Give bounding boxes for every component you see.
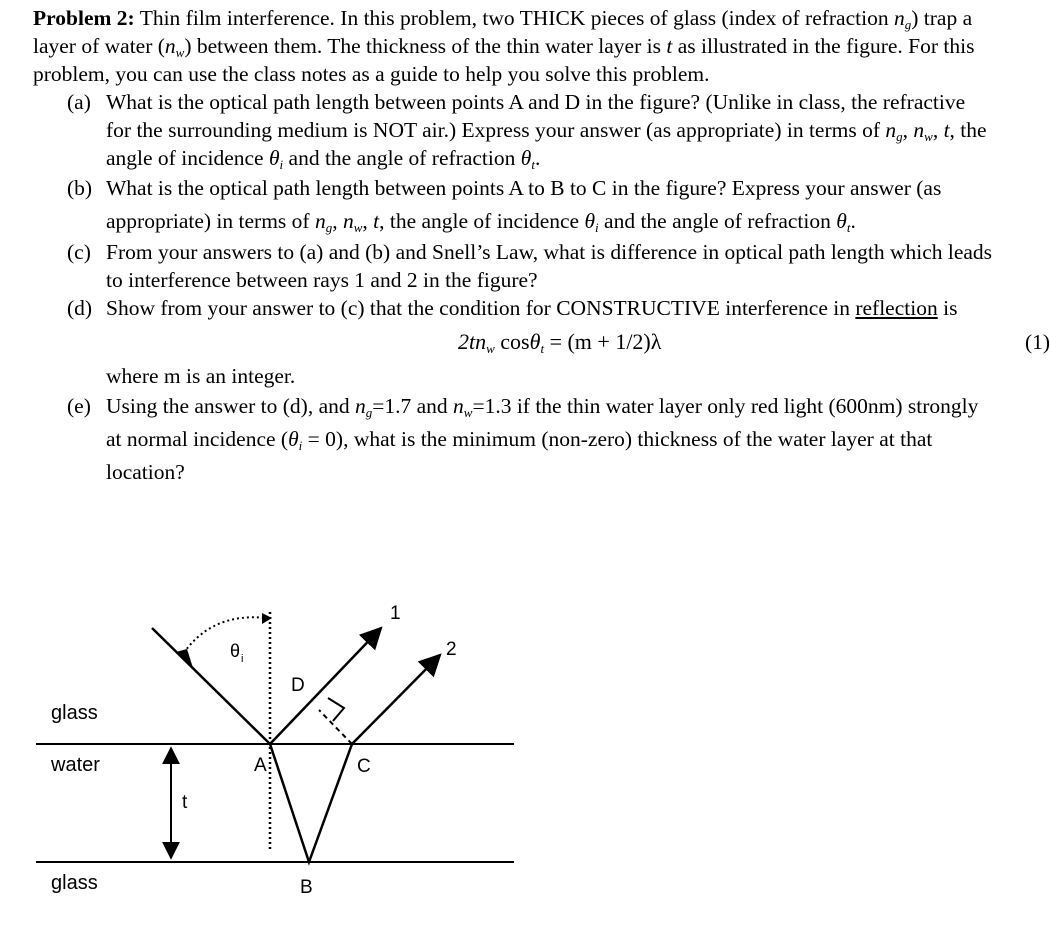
incident-ray (152, 628, 270, 744)
label-C: C (357, 756, 371, 777)
label-ray-1: 1 (390, 603, 401, 624)
label-theta-sub: i (241, 653, 244, 665)
label-glass-top: glass (51, 702, 98, 724)
eq-sub-w: w (486, 341, 495, 356)
part-b-text-3: and the angle of refraction (598, 209, 837, 233)
part-c-text: From your answers to (a) and (b) and Snell’s Law, what is difference in optical path length which leads to interference between rays 1 and 2 in the figure? (106, 240, 993, 292)
e-var-ng: n (354, 394, 366, 418)
b-sub-w: w (353, 220, 363, 235)
intro-text-1: Thin film interference. In this problem, two THICK pieces of glass (index of refraction (134, 6, 894, 30)
part-d-text-1: Show from your answer to (c) that the condition for CONSTRUCTIVE interference in (106, 296, 856, 320)
eq-sub-t: t (540, 341, 545, 356)
label-water: water (51, 754, 100, 776)
part-b-text-2: , the angle of incidence (379, 209, 585, 233)
eq-theta: θ (529, 329, 541, 354)
part-e-theta-zero: = 0 (302, 427, 336, 451)
e-sub-i: i (298, 438, 303, 453)
a-var-t: t (943, 118, 950, 142)
equation-number: (1) (1025, 330, 1050, 354)
var-ng: n (893, 6, 905, 30)
intro-text-2: ) trap a layer of water ( (33, 6, 973, 58)
part-a-text-3: and the angle of refraction (283, 146, 521, 170)
e-theta-i: θ (288, 427, 299, 451)
part-a-text-4: . (534, 146, 541, 170)
b-sub-t: t (846, 220, 851, 235)
angle-arc (181, 617, 266, 657)
a-sub-i: i (279, 157, 284, 172)
a-var-ng: n (885, 118, 897, 142)
equation (458, 328, 661, 356)
b-var-nw: n (342, 209, 354, 233)
label-D: D (291, 675, 305, 696)
part-d-underlined: reflection (855, 296, 938, 320)
part-a (33, 88, 993, 172)
part-e-nw-val: =1.3 if the thin water layer only red light (600nm) strongly at normal incidence ( (106, 394, 979, 451)
ray-1-line (270, 628, 381, 744)
e-sub-g: g (365, 405, 373, 420)
part-e-label: (e) (67, 394, 91, 418)
label-t: t (182, 792, 188, 813)
var-t: t (666, 34, 673, 58)
part-e-ng-val: =1.7 and (372, 394, 454, 418)
problem-document (33, 4, 1050, 489)
part-e (33, 390, 993, 489)
equation-row (106, 322, 1050, 362)
perpendicular-dashed-line (319, 710, 352, 744)
problem-intro (33, 4, 993, 88)
thin-film-figure (0, 590, 560, 910)
b-var-ng: n (314, 209, 326, 233)
b-sub-i: i (595, 220, 599, 235)
part-b-text-4: . (850, 209, 856, 233)
b-theta-i: θ (584, 209, 596, 233)
eq-rhs: = (m + 1/2)λ (544, 329, 662, 354)
e-var-nw: n (453, 394, 464, 418)
part-d-after-eq: where m is an integer. (106, 364, 296, 388)
label-A: A (254, 755, 267, 776)
right-angle-marker (328, 698, 344, 721)
parts-list (33, 88, 1050, 489)
label-ray-2: 2 (446, 639, 457, 660)
b-sub-g: g (325, 220, 333, 235)
part-d-label: (d) (67, 296, 93, 320)
part-c (33, 238, 993, 294)
a-theta-t: θ (520, 146, 532, 170)
e-sub-w: w (463, 405, 473, 420)
intro-text-3: ) between them. The thickness of the thin water layer is (184, 34, 667, 58)
part-b-text-1: What is the optical path length between points A to B to C in the figure? Express your answer (as appropriate) in terms of (106, 176, 942, 233)
eq-cos: cos (494, 329, 530, 354)
sub-w: w (175, 45, 185, 60)
part-d (33, 294, 1050, 390)
refracted-path (270, 744, 352, 862)
intro-text-4: as illustrated in the figure. For this problem, you can use the class notes as a guide to help you solve this problem. (33, 34, 975, 86)
part-d-text-2: is (937, 296, 958, 320)
a-sub-g: g (896, 129, 903, 144)
label-glass-bottom: glass (51, 872, 98, 894)
var-nw: n (164, 34, 176, 58)
a-sub-w: w (924, 129, 933, 144)
b-comma-2: , (362, 209, 374, 233)
part-e-text-2: ), what is the minimum (non-zero) thickness of the water layer at that location? (106, 427, 933, 484)
part-c-label: (c) (67, 240, 91, 264)
b-var-t: t (373, 209, 380, 233)
eq-lhs: 2tn (458, 329, 487, 354)
a-comma-2: , (932, 118, 944, 142)
sub-g: g (904, 17, 912, 32)
a-theta-i: θ (268, 146, 280, 170)
part-e-text-1: Using the answer to (d), and (106, 394, 355, 418)
label-theta: θ (230, 641, 241, 661)
part-b (33, 172, 993, 238)
ray-2-line (352, 655, 440, 744)
part-a-text-1: What is the optical path length between points A and D in the figure? (Unlike in class, the refractive for the surrounding medium is NOT air.) Express your answer (as appropriate) in terms of (106, 90, 966, 142)
part-b-label: (b) (67, 176, 93, 200)
problem-heading: Problem 2: (33, 6, 135, 30)
a-var-nw: n (913, 118, 925, 142)
b-theta-t: θ (836, 209, 847, 233)
part-a-text-2: , the angle of incidence (106, 118, 987, 170)
b-comma-1: , (332, 209, 343, 233)
a-sub-t: t (531, 157, 535, 172)
label-B: B (300, 877, 313, 898)
part-a-label: (a) (67, 90, 91, 114)
a-comma-1: , (902, 118, 914, 142)
